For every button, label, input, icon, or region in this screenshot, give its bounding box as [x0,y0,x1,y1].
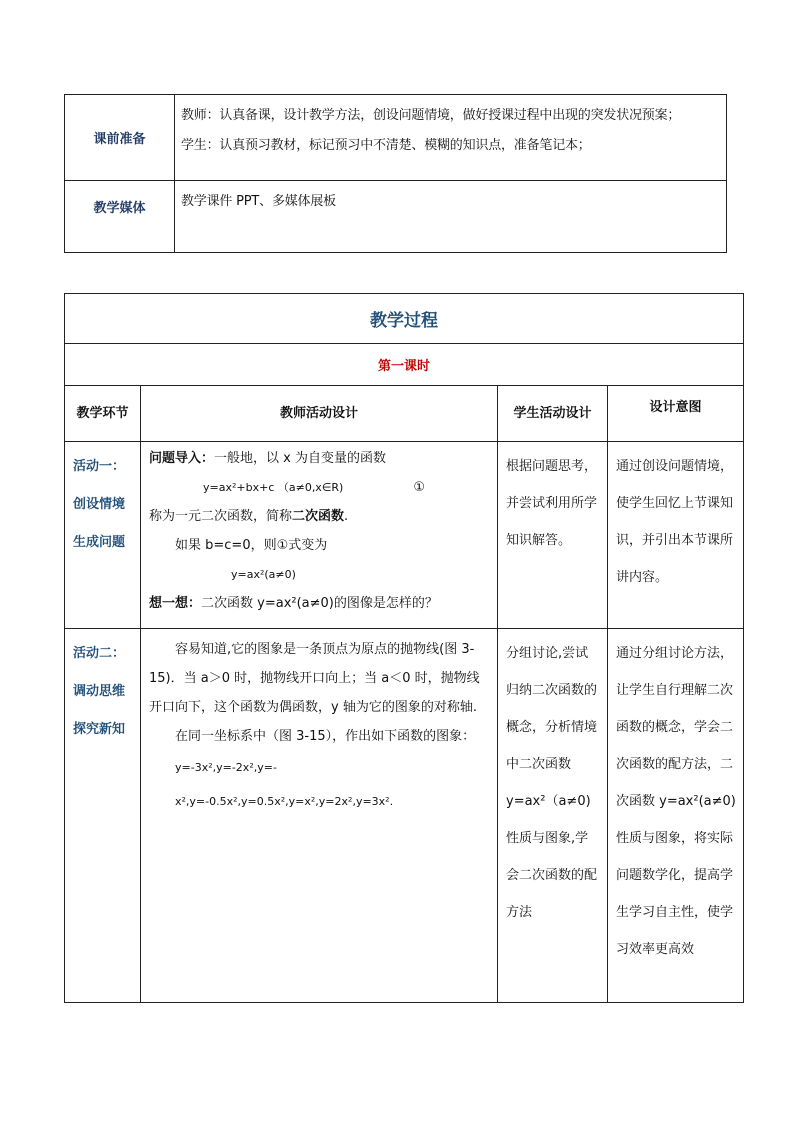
activity2-stage [65,629,141,1003]
prep-student-line: 学生：认真预习教材，标记预习中不清楚、模糊的知识点，准备笔记本； [181,138,591,153]
media-content [175,181,727,253]
activity2-student: 分组讨论,尝试归纳二次函数的概念，分析情境中二次函数 y=ax²（a≠0)性质与图象,学会二次函数的配方法 [498,629,608,1003]
media-line: 教学课件 PPT、多媒体展板 [181,194,336,209]
header-student: 学生活动设计 [498,386,608,442]
think-line [149,589,491,618]
header-stage: 教学环节 [65,386,141,442]
activity2-intent: 通过分组讨论方法，让学生自行理解二次函数的概念，学会二次函数的配方法，二次函数 y=ax²(a≠0)性质与图象，将实际问题数学化，提高学生学习自主性，使学习效率更高效 [608,629,744,1003]
activity1-teacher [141,442,498,629]
definition-line [149,502,491,531]
intro-label: 问题导入： [149,451,215,466]
lesson-title: 第一课时 [65,344,744,386]
header-teacher: 教师活动设计 [141,386,498,442]
condition-line: 如果 b=c=0，则①式变为 [175,538,328,553]
think-text: 二次函数 y=ax²(a≠0)的图像是怎样的？ [201,596,438,611]
activity1-stage-line: 活动一： [73,459,126,474]
prep-teacher-line: 教师：认真备课，设计教学方法，创设问题情境，做好授课过程中出现的突发状况预案； [181,108,681,123]
activity2-functions: y=-3x²,y=-2x²,y=-x²,y=-0.5x²,y=0.5x²,y=x²,y=2x²,y=3x². [175,761,394,808]
activity1-student: 根据问题思考，并尝试利用所学知识解答。 [498,442,608,629]
activity1-stage-line: 创设情境 [73,497,126,512]
definition-text-a: 称为一元二次函数，简称 [149,509,293,524]
activity2-row [65,629,744,1003]
formula1-number: ① [413,480,425,495]
prep-table [64,94,727,253]
definition-term: 二次函数 [292,509,345,524]
activity2-para2: 在同一坐标系中（图 3-15），作出如下函数的图象： [175,729,476,744]
activity2-stage-line: 调动思维 [73,684,126,699]
formula2-line: y=ax²(a≠0) [231,568,296,581]
activity2-stage-line: 活动二： [73,646,126,661]
process-table [64,293,744,1003]
prep-row [65,95,727,181]
header-row [65,386,744,442]
activity2-teacher [141,629,498,1003]
activity2-stage-line: 探究新知 [73,722,126,737]
formula1: y=ax²+bx+c （a≠0,x∈R) [203,481,344,494]
activity1-stage-line: 生成问题 [73,535,126,550]
intro-line [149,444,491,473]
formula1-line [149,473,491,502]
activity1-row [65,442,744,629]
media-label: 教学媒体 [65,181,175,253]
activity1-stage [65,442,141,629]
intro-text: 一般地，以 x 为自变量的函数 [214,451,386,466]
definition-text-c: . [344,509,349,524]
prep-content [175,95,727,181]
activity1-intent: 通过创设问题情境，使学生回忆上节课知识，并引出本节课所讲内容。 [608,442,744,629]
process-title: 教学过程 [65,294,744,344]
think-label: 想一想： [149,596,202,611]
header-intent: 设计意图 [608,386,744,442]
prep-label: 课前准备 [65,95,175,181]
media-row [65,181,727,253]
activity2-para1: 容易知道,它的图象是一条顶点为原点的抛物线(图 3-15)．当 a＞0 时，抛物线开口向上；当 a＜0 时，抛物线开口向下，这个函数为偶函数，y 轴为它的图象的对称轴. [149,642,480,715]
